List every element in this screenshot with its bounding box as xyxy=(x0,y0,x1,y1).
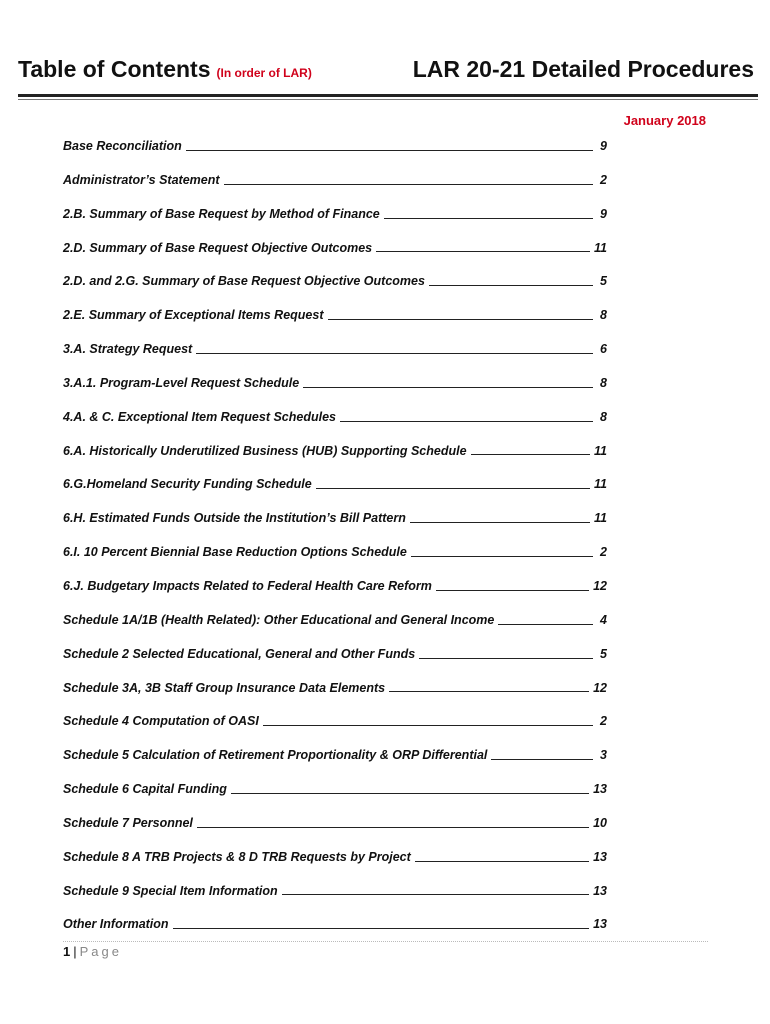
toc-leader-line xyxy=(263,725,593,726)
toc-entry-page: 11 xyxy=(594,477,607,492)
toc-entry-label: 6.A. Historically Underutilized Business (HUB) Supporting Schedule xyxy=(63,443,467,458)
toc-entry-label: 2.D. Summary of Base Request Objective Outcomes xyxy=(63,240,373,255)
toc-entry-page: 8 xyxy=(600,308,607,323)
toc-entry-label: Schedule 3A, 3B Staff Group Insurance Data Elements xyxy=(63,680,386,695)
toc-entry-label: 4.A. & C. Exceptional Item Request Schedules xyxy=(63,409,336,424)
footer-rule xyxy=(63,941,708,942)
toc-entry[interactable] xyxy=(63,131,607,165)
toc-entry-label: 6.I. 10 Percent Biennial Base Reduction Options Schedule xyxy=(63,545,407,560)
toc-entry-label: 3.A.1. Program-Level Request Schedule xyxy=(63,375,300,390)
toc-entry-page: 13 xyxy=(593,883,607,898)
toc-entry-label: 2.E. Summary of Exceptional Items Request xyxy=(63,308,324,323)
toc-leader-line xyxy=(411,556,593,557)
toc-entry-label: Schedule 7 Personnel xyxy=(63,815,193,830)
toc-entry-label: 2.D. and 2.G. Summary of Base Request Objective Outcomes xyxy=(63,274,425,289)
toc-leader-line xyxy=(410,522,590,523)
toc-leader-line xyxy=(429,285,593,286)
toc-entry[interactable] xyxy=(63,402,607,436)
toc-entry-label: Other Information xyxy=(63,917,169,932)
toc-entry-page: 5 xyxy=(600,274,607,289)
toc-heading xyxy=(18,56,312,83)
toc-leader-line xyxy=(419,658,593,659)
toc-entry[interactable] xyxy=(63,808,607,842)
header-rule-thick xyxy=(18,94,758,97)
toc-entry-page: 13 xyxy=(593,782,607,797)
toc-entry-label: Administrator’s Statement xyxy=(63,172,220,187)
toc-entry-page: 11 xyxy=(594,511,607,526)
toc-entry[interactable] xyxy=(63,909,607,943)
header-rule-thin xyxy=(18,99,758,100)
toc-leader-line xyxy=(491,759,593,760)
footer-separator: | xyxy=(73,944,77,959)
document-date: January 2018 xyxy=(623,113,706,128)
toc-entry-page: 12 xyxy=(593,578,607,593)
toc-entry[interactable] xyxy=(63,266,607,300)
toc-entry-label: Schedule 5 Calculation of Retirement Proportionality & ORP Differential xyxy=(63,748,488,763)
toc-leader-line xyxy=(384,218,593,219)
toc-entry[interactable] xyxy=(63,199,607,233)
toc-leader-line xyxy=(231,793,589,794)
toc-entry-label: 6.H. Estimated Funds Outside the Institution’s Bill Pattern xyxy=(63,511,406,526)
toc-entry-label: Schedule 2 Selected Educational, General and Other Funds xyxy=(63,646,416,661)
toc-entry[interactable] xyxy=(63,537,607,571)
toc-entry[interactable] xyxy=(63,605,607,639)
page-number: 1 xyxy=(63,944,71,959)
toc-entry-page: 13 xyxy=(593,917,607,932)
toc-entry-page: 8 xyxy=(600,375,607,390)
toc-entry-label: 6.J. Budgetary Impacts Related to Federal Health Care Reform xyxy=(63,578,432,593)
toc-leader-line xyxy=(316,488,590,489)
toc-entry[interactable] xyxy=(63,165,607,199)
toc-entry-page: 12 xyxy=(593,680,607,695)
toc-entry[interactable] xyxy=(63,334,607,368)
toc-leader-line xyxy=(498,624,593,625)
toc-entry-label: Schedule 8 A TRB Projects & 8 D TRB Requests by Project xyxy=(63,849,411,864)
toc-leader-line xyxy=(436,590,589,591)
toc-entry[interactable] xyxy=(63,673,607,707)
toc-entry-label: 2.B. Summary of Base Request by Method of Finance xyxy=(63,206,380,221)
page-footer xyxy=(63,944,122,959)
toc-entry[interactable] xyxy=(63,233,607,267)
toc-entry-page: 2 xyxy=(600,714,607,729)
toc-entry-label: Base Reconciliation xyxy=(63,139,182,153)
toc-entry-page: 9 xyxy=(600,139,607,153)
toc-entry[interactable] xyxy=(63,368,607,402)
toc-entry[interactable] xyxy=(63,469,607,503)
toc-entry-page: 5 xyxy=(600,646,607,661)
document-title: LAR 20-21 Detailed Procedures xyxy=(412,56,754,82)
toc-list xyxy=(63,131,607,943)
toc-entry-page: 13 xyxy=(593,849,607,864)
toc-entry-page: 11 xyxy=(594,443,607,458)
toc-leader-line xyxy=(173,928,590,929)
toc-entry-label: Schedule 1A/1B (Health Related): Other Educational and General Income xyxy=(63,612,495,627)
toc-leader-line xyxy=(471,454,590,455)
toc-entry-page: 3 xyxy=(600,748,607,763)
toc-leader-line xyxy=(224,184,593,185)
toc-leader-line xyxy=(196,353,593,354)
toc-entry-label: Schedule 4 Computation of OASI xyxy=(63,714,259,729)
toc-entry[interactable] xyxy=(63,503,607,537)
toc-leader-line xyxy=(197,827,589,828)
toc-entry-label: Schedule 9 Special Item Information xyxy=(63,883,278,898)
toc-entry-label: 6.G.Homeland Security Funding Schedule xyxy=(63,477,312,492)
toc-leader-line xyxy=(186,150,593,151)
toc-entry[interactable] xyxy=(63,436,607,470)
toc-leader-line xyxy=(415,861,589,862)
toc-leader-line xyxy=(389,691,589,692)
toc-entry-page: 2 xyxy=(600,172,607,187)
toc-entry[interactable] xyxy=(63,706,607,740)
toc-entry-page: 8 xyxy=(600,409,607,424)
toc-entry[interactable] xyxy=(63,639,607,673)
toc-entry-label: 3.A. Strategy Request xyxy=(63,342,193,357)
toc-leader-line xyxy=(328,319,594,320)
toc-entry[interactable] xyxy=(63,876,607,910)
toc-leader-line xyxy=(282,894,589,895)
toc-subtitle: (In order of LAR) xyxy=(216,66,312,80)
toc-entry-page: 2 xyxy=(600,545,607,560)
toc-entry[interactable] xyxy=(63,300,607,334)
toc-entry-page: 4 xyxy=(600,612,607,627)
toc-entry[interactable] xyxy=(63,571,607,605)
toc-entry-page: 11 xyxy=(594,240,607,255)
toc-entry[interactable] xyxy=(63,842,607,876)
toc-entry-page: 9 xyxy=(600,206,607,221)
toc-entry[interactable] xyxy=(63,774,607,808)
toc-leader-line xyxy=(303,387,593,388)
toc-entry[interactable] xyxy=(63,740,607,774)
toc-entry-page: 6 xyxy=(600,342,607,357)
footer-page-word: Page xyxy=(79,944,122,959)
toc-title: Table of Contents xyxy=(18,56,211,82)
toc-entry-label: Schedule 6 Capital Funding xyxy=(63,782,227,797)
toc-entry-page: 10 xyxy=(593,815,607,830)
toc-leader-line xyxy=(340,421,593,422)
toc-leader-line xyxy=(376,251,590,252)
page-header xyxy=(18,56,758,94)
